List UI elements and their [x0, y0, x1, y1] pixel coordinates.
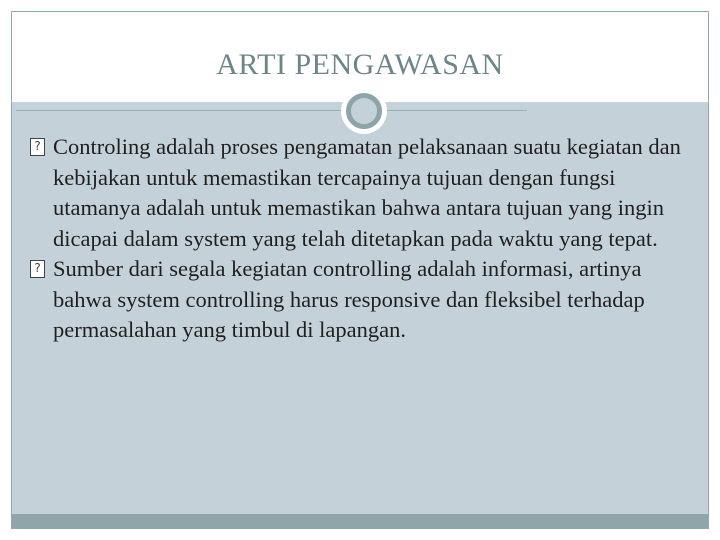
bullet-item-2 — [30, 254, 690, 346]
title-divider-right — [387, 110, 527, 111]
circle-ring-icon — [346, 93, 382, 129]
footer-band — [12, 514, 708, 528]
bullet-list — [30, 132, 690, 346]
bullet-text-2: Sumber dari segala kegiatan controlling adalah informasi, artinya bahwa system controlling harus responsive dan fleksibel terhadap permasalahan yang timbul di lapangan. — [53, 256, 645, 342]
bullet-text-1: Controling adalah proses pengamatan pelaksanaan suatu kegiatan dan kebijakan untuk memastikan tercapainya tujuan dengan fungsi utamanya adalah untuk memastikan bahwa antara tujuan yang ingin dicapai dalam system yang telah ditetapkan pada waktu yang tepat. — [53, 134, 681, 251]
bullet-item-1 — [30, 132, 690, 254]
slide-frame — [11, 11, 709, 529]
replacement-character-icon: ? — [30, 260, 45, 278]
slide-title: ARTI PENGAWASAN — [216, 48, 504, 81]
circle-ornament-icon — [341, 88, 387, 134]
title-divider-left — [16, 110, 341, 111]
replacement-character-icon: ? — [30, 138, 45, 156]
